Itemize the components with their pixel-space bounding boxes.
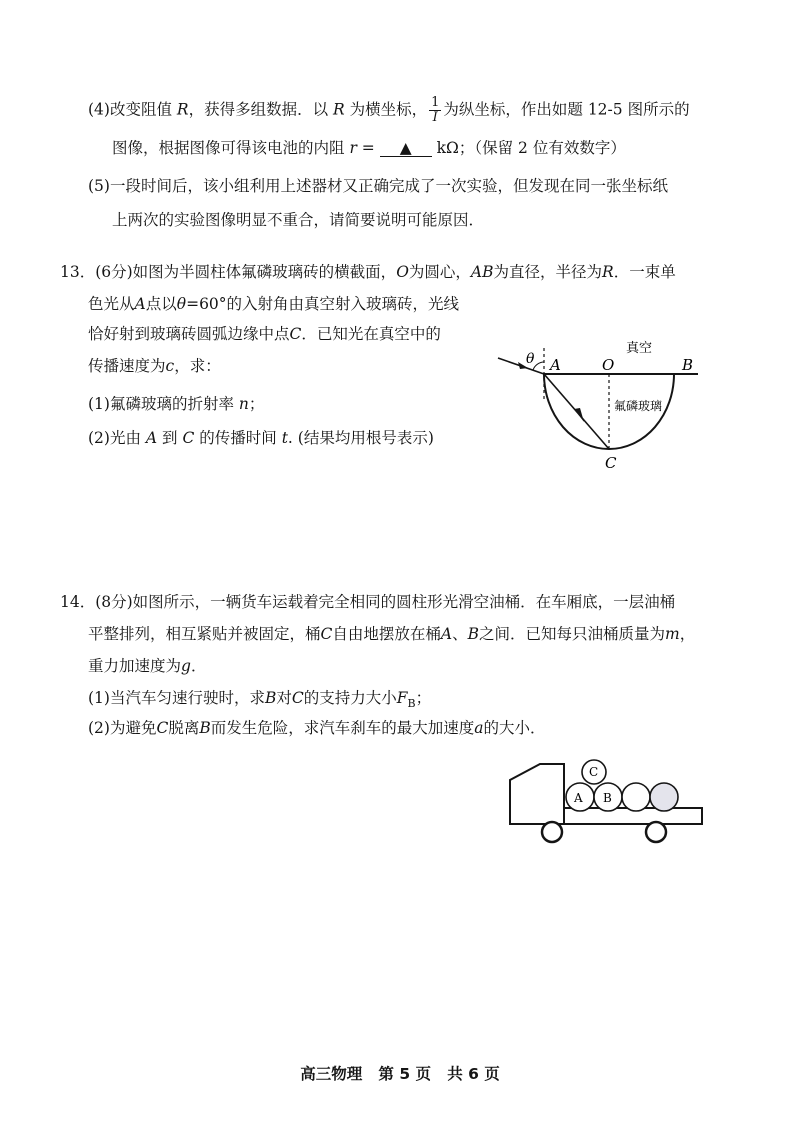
q13-stem-line1: 13．(6分)如图为半圆柱体氟磷玻璃砖的横截面，O为圆心，AB为直径，半径为R．一束单: [60, 263, 676, 281]
angle-arc: [533, 362, 544, 370]
label-c: C: [605, 454, 617, 472]
label-vacuum: 真空: [626, 341, 653, 356]
truck-barrels-diagram: [500, 752, 710, 852]
q13-sub1: (1)氟磷玻璃的折射率 n；: [88, 395, 265, 413]
wheel-rear: [646, 822, 666, 842]
footer-page: 第 5 页: [378, 1065, 431, 1083]
truck-cab: [510, 764, 564, 824]
label-theta: θ: [526, 351, 535, 367]
answer-blank: ▲: [380, 140, 432, 157]
label-glass: 氟磷玻璃: [614, 399, 663, 413]
q13-stem-line4: 传播速度为c，求：: [88, 357, 221, 375]
q14-stem-line2: 平整排列，相互紧贴并被固定，桶C自由地摆放在桶A、B之间．已知每只油桶质量为m，: [88, 625, 696, 643]
q12-part5-line1: (5)一段时间后，该小组利用上述器材又正确完成了一次实验，但发现在同一张坐标纸: [88, 177, 668, 195]
wheel-front: [542, 822, 562, 842]
label-o: O: [602, 356, 615, 374]
q13-sub2: (2)光由 A 到 C 的传播时间 t. (结果均用根号表示): [88, 429, 434, 447]
footer-total: 共 6 页: [447, 1065, 500, 1083]
q14-sub1: (1)当汽车匀速行驶时，求B对C的支持力大小$F_B$；: [88, 689, 432, 711]
barrel-label-c: C: [589, 765, 599, 779]
barrel-3: [622, 783, 650, 811]
fraction-one-over-i: $\frac{1}{I}$: [431, 95, 440, 125]
barrel-label-b: B: [603, 791, 612, 805]
q14-sub2: (2)为避免C脱离B而发生危险，求汽车刹车的最大加速度a的大小．: [88, 719, 546, 737]
label-a: A: [550, 356, 561, 374]
q12-part4-line1: (4)改变阻值 R，获得多组数据．以 R 为横坐标， $\frac{1}{I}$ 为纵坐标，作出如题 12-5 图所示的: [88, 95, 690, 125]
barrel-4: [650, 783, 678, 811]
q12-part5-line2: 上两次的实验图像明显不重合，请简要说明可能原因．: [112, 211, 485, 229]
q13-stem-line2: 色光从A点以θ=60°的入射角由真空射入玻璃砖，光线: [88, 295, 460, 313]
glass-semicircle-diagram: [488, 330, 718, 480]
refracted-ray-arrow: [574, 408, 584, 422]
barrel-label-a: A: [574, 791, 583, 805]
q12-part4-line2: 图像，根据图像可得该电池的内阻 r = ▲ kΩ；（保留 2 位有效数字）: [112, 139, 626, 157]
q13-stem-line3: 恰好射到玻璃砖圆弧边缘中点C．已知光在真空中的: [88, 325, 441, 343]
page-footer: [0, 1062, 800, 1084]
q14-stem-line1: 14．(8分)如图所示，一辆货车运载着完全相同的圆柱形光滑空油桶．在车厢底，一层油桶: [60, 593, 676, 611]
label-b: B: [682, 356, 694, 374]
q14-stem-line3: 重力加速度为g．: [88, 657, 207, 675]
footer-subject: 高三物理: [300, 1065, 363, 1083]
